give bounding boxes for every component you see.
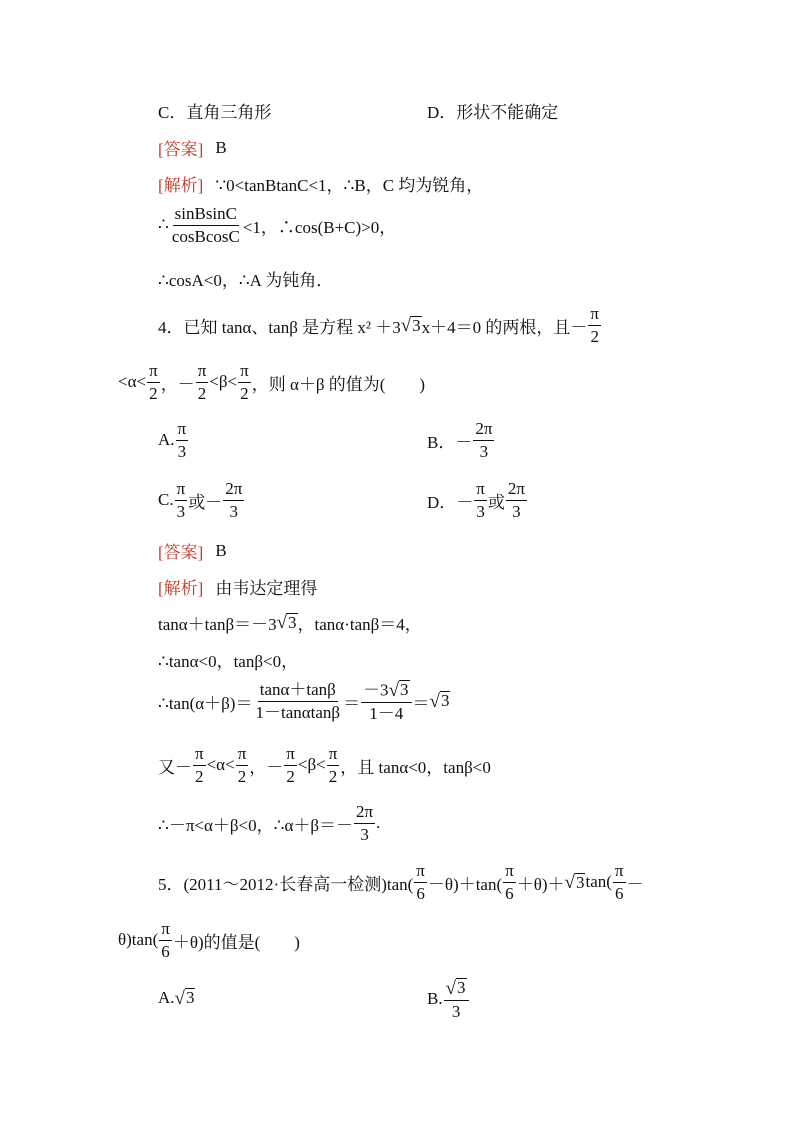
q4-analysis-line3: ∴tan(α＋β)＝ $\frac{\tan\alpha+\tan\beta}{1-\tan\alpha\tan\beta}$ ＝ －3 √ 3 1－4 ＝ √ 3 (158, 679, 450, 723)
q4-option-b: B．－ $\frac{2\pi}{3}$ (427, 419, 493, 461)
analysis-tag: [解析] (158, 176, 204, 195)
q4-answer (158, 538, 227, 563)
fraction: $\frac{\pi}{2}$ (590, 304, 599, 346)
q4-analysis-line5: ∴－π<α＋β<0，∴α＋β＝－ $\frac{2\pi}{3}$ . (158, 802, 381, 844)
q4-stem-line2: <α< $\frac{\pi}{2}$ ，－ $\frac{\pi}{2}$ <β< $\frac{\pi}{2}$ ，则 α＋β 的值为( ) (118, 361, 426, 403)
answer-tag: [答案] (158, 140, 204, 159)
q5-stem-line2: θ)tan( $\frac{\pi}{6}$ ＋θ)的值是( ) (118, 919, 300, 961)
q3-answer (158, 135, 227, 160)
q5-stem-line1: 5．(2011～2012·长春高一检测)tan( $\frac{\pi}{6}$ －θ)＋tan( $\frac{\pi}{6}$ ＋θ)＋ √ 3 tan( $\frac{\pi}{6}$ － (158, 861, 644, 903)
q3-option-c: C．直角三角形 (158, 103, 272, 122)
answer-tag: [答案] (158, 543, 204, 562)
q3-analysis-line1: [解析] ∵0<tanBtanC<1，∴B，C 均为锐角， (158, 171, 483, 196)
q4-analysis-line1: tanα＋tanβ＝－3 √ 3 ，tanα·tanβ＝4， (158, 612, 422, 634)
q3-option-d: D．形状不能确定 (427, 103, 559, 122)
q4-option-c: C. $\frac{\pi}{3}$ 或－ $\frac{2\pi}{3}$ (158, 479, 243, 521)
sqrt: √ 3 (400, 315, 421, 337)
q3-analysis-line2: ∴ $\frac{\text{sinBsinC}}{\text{cosBcosC}}$ <1，∴cos(B+C)>0， (158, 204, 397, 246)
q4-option-a: A. $\frac{\pi}{3}$ (158, 419, 187, 461)
q4-analysis-line4: 又－ $\frac{\pi}{2}$ <α< $\frac{\pi}{2}$ ，－ $\frac{\pi}{2}$ <β< $\frac{\pi}{2}$ ，且 tanα<0，tanβ<0 (158, 744, 491, 786)
q4-analysis-intro: [解析] 由韦达定理得 (158, 574, 317, 599)
q4-option-d: D．－ $\frac{\pi}{3}$ 或 $\frac{2\pi}{3}$ (427, 479, 525, 521)
q4-analysis-line2: ∴tanα<0，tanβ<0， (158, 652, 299, 671)
answer-value: B (215, 540, 227, 560)
q5-option-a: A. √ 3 (158, 987, 195, 1009)
q3-analysis-line3: ∴cosA<0，∴A 为钝角． (158, 271, 334, 290)
fraction: $\frac{\text{sinBsinC}}{\text{cosBcosC}}$ (171, 204, 240, 246)
answer-value: B (215, 137, 227, 157)
analysis-tag: [解析] (158, 579, 204, 598)
q5-option-b: B. √ 3 3 (427, 978, 470, 1021)
q4-stem-line1: 4．已知 tanα、tanβ 是方程 x² ＋3 √ 3 x＋4＝0 的两根，且－ $\frac{\pi}{2}$ (158, 304, 599, 346)
